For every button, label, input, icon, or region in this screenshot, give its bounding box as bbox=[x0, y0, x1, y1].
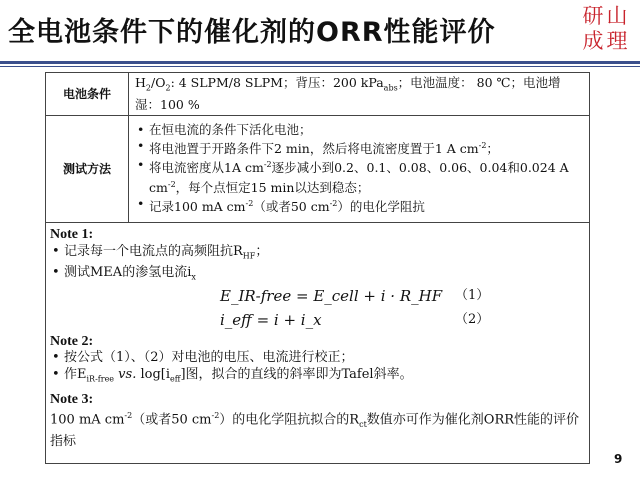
cell-conditions-header: 电池条件 bbox=[46, 73, 129, 116]
equation-1 bbox=[50, 286, 585, 310]
equation-2-formula: i_eff = i + i_x bbox=[220, 310, 322, 329]
list-item: • 按公式（1）、（2）对电池的电压、电流进行校正； bbox=[50, 350, 585, 367]
list-item: • 将电池置于开路条件下2 min，然后将电流密度置于1 A $cm^{-2}$； bbox=[149, 138, 583, 157]
equation-2 bbox=[50, 310, 585, 334]
table-row bbox=[46, 73, 590, 116]
note-1-title: Note 1: bbox=[50, 227, 94, 242]
page-number: 9 bbox=[614, 452, 623, 466]
equation-1-formula: E_IR-free = E_cell + i · R_HF bbox=[220, 286, 443, 305]
note-3-text: 100 mA $cm^{-2}$（或者50 $cm^{-2}$）的电化学阻抗拟合的$R_{ct}$数值亦可作为催化剂ORR性能的评价指标 bbox=[50, 411, 580, 449]
equation-2-number: （2） bbox=[455, 311, 490, 327]
cell-method-list bbox=[129, 115, 590, 222]
note-2-title: Note 2: bbox=[50, 333, 94, 349]
notes-section bbox=[50, 227, 585, 450]
list-item: • 作$E_{iR-free}$ vs. $\log[i_{eff}]$图，拟合的直线的斜率即为Tafel斜率。 bbox=[50, 367, 585, 388]
cell-conditions-text: $H_2/O_2$: 4 SLPM/8 SLPM；背压：200 kPa$_{abs}$；电池温度： 80 ℃；电池增湿：100 % bbox=[129, 73, 590, 116]
title-rule-thin bbox=[0, 66, 640, 67]
note-3-title: Note 3: bbox=[50, 391, 94, 407]
conditions-table bbox=[45, 72, 590, 223]
institute-logo: 研 山 成 理 bbox=[582, 4, 628, 53]
list-item: • 记录每一个电流点的高频阻抗$R_{HF}$； bbox=[50, 244, 585, 265]
title-rule-thick bbox=[0, 61, 640, 64]
list-item: • 测试MEA的渗氢电流$i_x$ bbox=[50, 265, 585, 286]
slide-title: 全电池条件下的催化剂的ORR性能评价 bbox=[8, 17, 496, 48]
cell-method-header: 测试方法 bbox=[46, 115, 129, 222]
table-row bbox=[46, 115, 590, 222]
equation-1-number: （1） bbox=[455, 287, 490, 303]
list-item: • 将电流密度从1A $cm^{-2}$逐步减小到0.2、0.1、0.08、0.06、0.04和0.024 A $cm^{-2}$，每个点恒定15 min以达到稳态； bbox=[149, 157, 583, 195]
list-item: • 记录100 mA $cm^{-2}$（或者50 $cm^{-2}$）的电化学阻抗 bbox=[149, 196, 583, 215]
list-item: • 在恒电流的条件下活化电池； bbox=[149, 122, 583, 138]
